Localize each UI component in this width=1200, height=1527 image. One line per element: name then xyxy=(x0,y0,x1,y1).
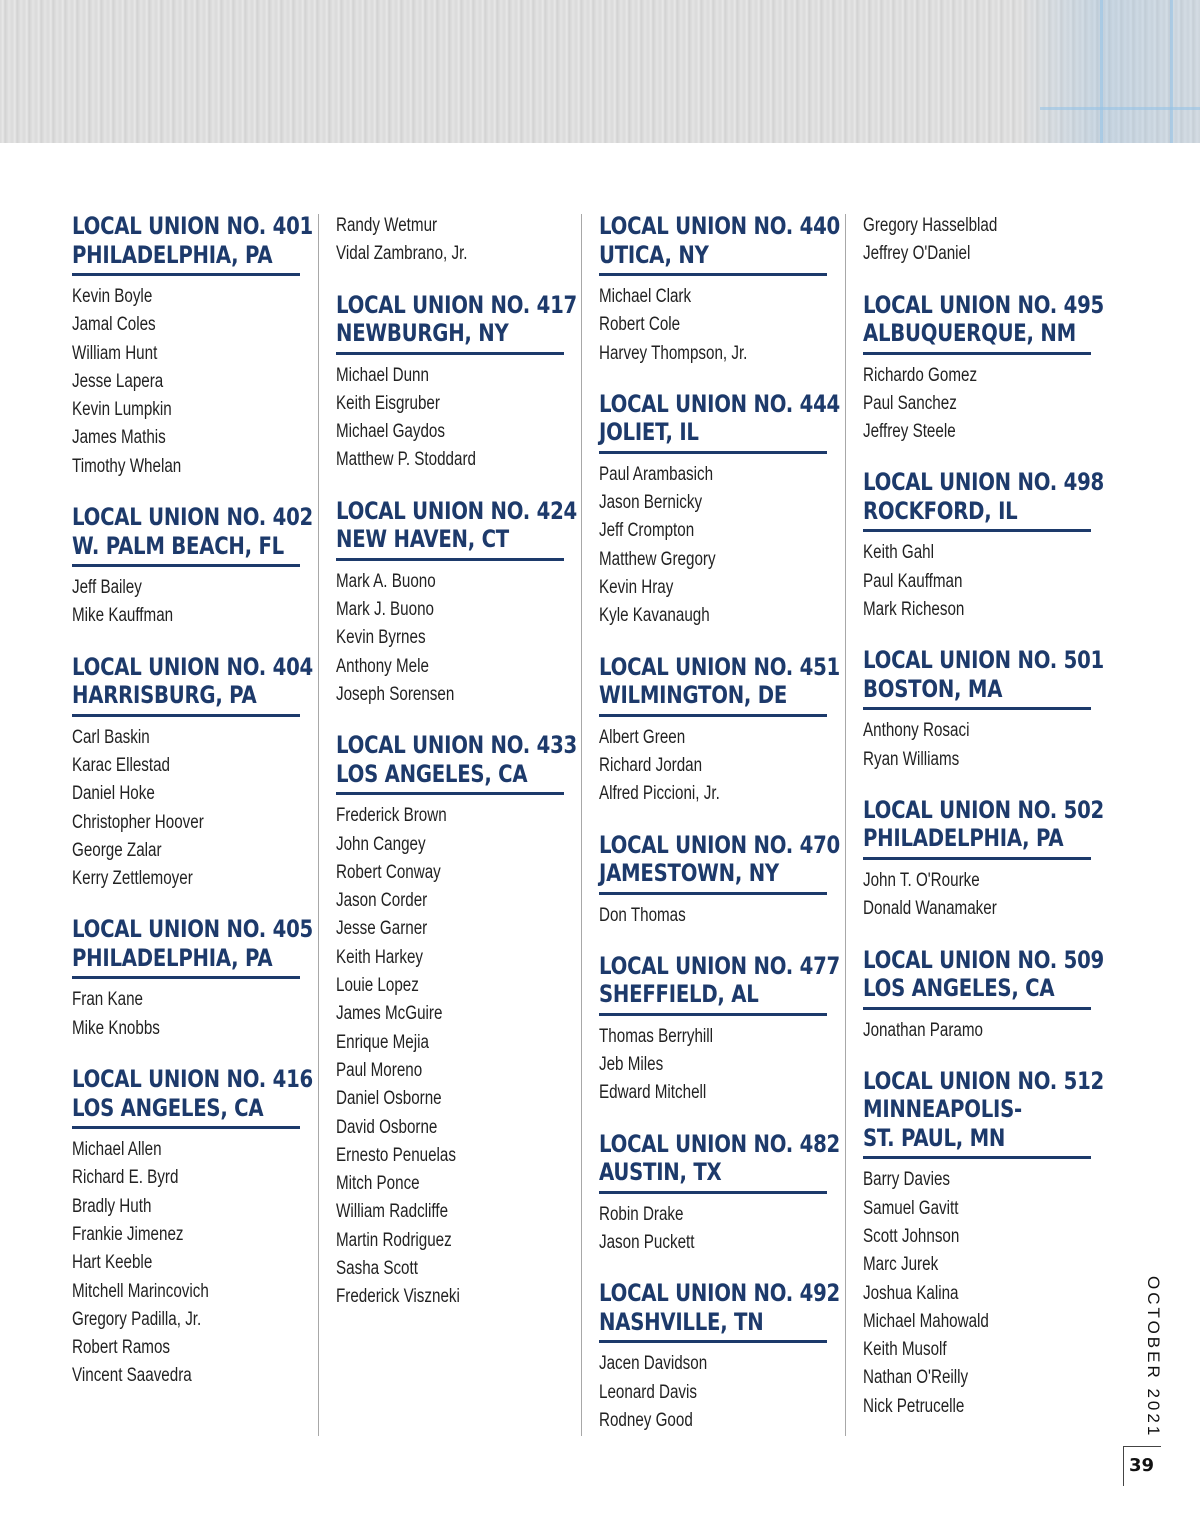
member-name: Joshua Kalina xyxy=(863,1282,959,1304)
member-list xyxy=(599,1023,827,1108)
column-3 xyxy=(599,212,840,1457)
member-name: Vidal Zambrano, Jr. xyxy=(336,243,468,265)
member-name: William Hunt xyxy=(72,342,158,364)
heading-rule xyxy=(863,1007,1091,1010)
member-name: Gregory Padilla, Jr. xyxy=(72,1308,202,1330)
member-name: Nathan O'Reilly xyxy=(863,1367,969,1389)
member-list xyxy=(599,1350,827,1435)
section-heading: LOS ANGELES, CA xyxy=(336,759,528,788)
member-name: Martin Rodriguez xyxy=(336,1229,452,1251)
local-union-section xyxy=(599,212,840,368)
heading-rule xyxy=(72,976,300,979)
member-name: Anthony Rosaci xyxy=(863,720,970,742)
section-heading: LOCAL UNION NO. 416 xyxy=(72,1065,313,1094)
local-union-section xyxy=(863,468,1104,624)
member-name: John T. O'Rourke xyxy=(863,869,980,891)
local-union-section xyxy=(599,1279,840,1435)
member-name: Jesse Lapera xyxy=(72,370,164,392)
section-heading: SHEFFIELD, AL xyxy=(599,980,759,1009)
section-heading: LOCAL UNION NO. 404 xyxy=(72,652,313,681)
local-union-section xyxy=(72,652,313,894)
section-heading: LOCAL UNION NO. 417 xyxy=(336,290,577,319)
page-number-rule xyxy=(1123,1446,1124,1486)
column-1 xyxy=(72,212,313,1413)
member-name: Enrique Mejia xyxy=(336,1031,429,1053)
member-name: John Cangey xyxy=(336,833,426,855)
section-heading: LOCAL UNION NO. 495 xyxy=(863,290,1104,319)
member-name: Richard E. Byrd xyxy=(72,1167,179,1189)
local-union-section xyxy=(72,212,313,481)
member-name: Anthony Mele xyxy=(336,655,429,677)
member-name: Harvey Thompson, Jr. xyxy=(599,342,748,364)
member-name: Paul Sanchez xyxy=(863,392,957,414)
member-name: Keith Harkey xyxy=(336,946,424,968)
local-union-section xyxy=(599,951,840,1108)
member-list xyxy=(599,902,827,930)
banner-glare xyxy=(1100,0,1103,143)
member-name: Rodney Good xyxy=(599,1409,693,1431)
member-name: Fran Kane xyxy=(72,989,143,1011)
heading-rule xyxy=(863,1156,1091,1159)
local-union-section xyxy=(72,915,313,1043)
local-union-section xyxy=(599,389,840,631)
member-name: David Osborne xyxy=(336,1116,438,1138)
member-name: Mike Knobbs xyxy=(72,1017,160,1039)
member-list xyxy=(72,283,300,481)
member-name: Robert Ramos xyxy=(72,1337,170,1359)
member-name: Gregory Hasselblad xyxy=(863,215,998,236)
member-name: Michael Mahowald xyxy=(863,1310,989,1332)
member-name: Kevin Hray xyxy=(599,577,674,599)
member-name: Hart Keeble xyxy=(72,1252,153,1274)
member-name: George Zalar xyxy=(72,839,162,861)
member-name: Ryan Williams xyxy=(863,748,960,770)
member-name: Mark A. Buono xyxy=(336,570,436,592)
member-name: Jason Corder xyxy=(336,890,428,912)
member-name: Carl Baskin xyxy=(72,726,150,748)
member-list xyxy=(72,574,300,631)
heading-rule xyxy=(599,1340,827,1343)
member-list xyxy=(863,362,1091,447)
member-list xyxy=(863,539,1091,624)
local-union-section xyxy=(863,945,1104,1045)
member-list xyxy=(599,461,827,631)
section-heading: LOCAL UNION NO. 477 xyxy=(599,951,840,980)
section-heading: WILMINGTON, DE xyxy=(599,681,788,710)
section-heading: LOCAL UNION NO. 509 xyxy=(863,945,1104,974)
heading-rule xyxy=(599,451,827,454)
member-list xyxy=(863,717,1091,774)
local-union-section xyxy=(599,652,840,809)
member-name: Matthew P. Stoddard xyxy=(336,449,476,471)
member-list xyxy=(599,724,827,809)
heading-rule xyxy=(599,714,827,717)
member-list xyxy=(863,867,1091,924)
column-2 xyxy=(336,212,577,1334)
local-union-section xyxy=(863,646,1104,774)
local-union-section xyxy=(863,1066,1104,1421)
member-name: Jamal Coles xyxy=(72,314,156,336)
member-name: Keith Gahl xyxy=(863,542,934,564)
member-name: Mitchell Marincovich xyxy=(72,1280,209,1302)
heading-rule xyxy=(72,564,300,567)
member-name: Samuel Gavitt xyxy=(863,1197,959,1219)
member-name: Don Thomas xyxy=(599,904,686,926)
member-name: Jesse Garner xyxy=(336,918,428,940)
member-name: Sasha Scott xyxy=(336,1258,418,1280)
local-union-section xyxy=(336,290,577,475)
member-name: William Radcliffe xyxy=(336,1201,449,1223)
member-name: Mike Kauffman xyxy=(72,605,174,627)
member-name: Donald Wanamaker xyxy=(863,898,997,920)
section-heading: LOCAL UNION NO. 405 xyxy=(72,915,313,944)
continued-member-list xyxy=(863,212,1091,269)
member-name: Jeff Bailey xyxy=(72,577,142,599)
heading-rule xyxy=(72,1126,300,1129)
section-heading: MINNEAPOLIS- xyxy=(863,1095,1022,1124)
member-name: Matthew Gregory xyxy=(599,548,716,570)
member-name: Kerry Zettlemoyer xyxy=(72,868,193,890)
member-name: Jason Puckett xyxy=(599,1232,695,1254)
member-name: Jeffrey Steele xyxy=(863,421,956,443)
page-number-rule xyxy=(1123,1446,1161,1447)
member-name: Scott Johnson xyxy=(863,1225,960,1247)
heading-rule xyxy=(336,352,564,355)
member-name: Frankie Jimenez xyxy=(72,1223,184,1245)
local-union-section xyxy=(72,503,313,631)
member-name: Mitch Ponce xyxy=(336,1173,420,1195)
column-divider xyxy=(581,214,582,1436)
page-number: 39 xyxy=(1129,1455,1155,1476)
section-heading: ROCKFORD, IL xyxy=(863,496,1018,525)
member-name: Paul Moreno xyxy=(336,1059,423,1081)
member-name: Thomas Berryhill xyxy=(599,1025,714,1047)
section-heading: LOCAL UNION NO. 424 xyxy=(336,496,577,525)
member-name: Robin Drake xyxy=(599,1203,684,1225)
member-name: Bradly Huth xyxy=(72,1195,152,1217)
member-name: Jeb Miles xyxy=(599,1054,664,1076)
heading-rule xyxy=(72,273,300,276)
heading-rule xyxy=(72,714,300,717)
member-name: Karac Ellestad xyxy=(72,754,171,776)
section-heading: LOS ANGELES, CA xyxy=(72,1093,264,1122)
member-list xyxy=(336,362,564,475)
heading-rule xyxy=(599,1191,827,1194)
section-heading: LOS ANGELES, CA xyxy=(863,974,1055,1003)
member-name: Daniel Hoke xyxy=(72,783,155,805)
section-heading: LOCAL UNION NO. 501 xyxy=(863,646,1104,675)
section-heading: LOCAL UNION NO. 502 xyxy=(863,795,1104,824)
member-name: Leonard Davis xyxy=(599,1381,698,1403)
member-name: Keith Musolf xyxy=(863,1339,947,1361)
member-list xyxy=(599,1201,827,1258)
member-name: Paul Arambasich xyxy=(599,463,714,485)
member-name: Michael Gaydos xyxy=(336,421,445,443)
member-name: Jeff Crompton xyxy=(599,520,695,542)
section-heading: ST. PAUL, MN xyxy=(863,1123,1006,1152)
section-heading: LOCAL UNION NO. 444 xyxy=(599,389,840,418)
member-name: Richardo Gomez xyxy=(863,364,978,386)
member-list xyxy=(863,1166,1091,1421)
section-heading: NEW HAVEN, CT xyxy=(336,525,509,554)
local-union-section xyxy=(599,1129,840,1258)
member-name: Daniel Osborne xyxy=(336,1088,442,1110)
section-heading: HARRISBURG, PA xyxy=(72,681,257,710)
section-heading: LOCAL UNION NO. 492 xyxy=(599,1279,840,1308)
section-heading: W. PALM BEACH, FL xyxy=(72,531,284,560)
section-heading: LOCAL UNION NO. 482 xyxy=(599,1129,840,1158)
section-heading: LOCAL UNION NO. 470 xyxy=(599,830,840,859)
member-name: Nick Petrucelle xyxy=(863,1395,965,1417)
member-name: Robert Cole xyxy=(599,314,681,336)
member-name: Michael Dunn xyxy=(336,364,429,386)
member-name: Jason Bernicky xyxy=(599,492,703,514)
local-union-section xyxy=(336,496,577,709)
member-name: Michael Clark xyxy=(599,286,692,307)
section-heading: PHILADELPHIA, PA xyxy=(863,824,1064,853)
heading-rule xyxy=(599,1013,827,1016)
heading-rule xyxy=(336,558,564,561)
member-name: Jonathan Paramo xyxy=(863,1019,983,1041)
section-heading: LOCAL UNION NO. 498 xyxy=(863,468,1104,497)
member-name: Randy Wetmur xyxy=(336,215,438,236)
section-heading: LOCAL UNION NO. 512 xyxy=(863,1066,1104,1095)
section-heading: BOSTON, MA xyxy=(863,674,1003,703)
member-name: Barry Davies xyxy=(863,1169,950,1191)
section-heading: PHILADELPHIA, PA xyxy=(72,240,273,269)
member-name: James McGuire xyxy=(336,1003,443,1025)
member-name: Christopher Hoover xyxy=(72,811,204,833)
member-name: Kevin Lumpkin xyxy=(72,399,172,421)
continued-member-list xyxy=(336,212,564,269)
section-heading: JAMESTOWN, NY xyxy=(599,859,779,888)
member-name: Keith Eisgruber xyxy=(336,392,440,414)
member-name: Vincent Saavedra xyxy=(72,1365,192,1387)
section-heading: LOCAL UNION NO. 402 xyxy=(72,503,313,532)
member-name: Richard Jordan xyxy=(599,754,703,776)
local-union-section xyxy=(863,290,1104,447)
heading-rule xyxy=(336,792,564,795)
issue-date: OCTOBER 2021 xyxy=(1144,1276,1163,1439)
column-4 xyxy=(863,212,1104,1443)
member-list xyxy=(599,283,827,368)
member-name: Jacen Davidson xyxy=(599,1353,708,1375)
banner-glare xyxy=(1170,0,1173,143)
member-list xyxy=(336,568,564,709)
member-list xyxy=(72,724,300,894)
member-name: Robert Conway xyxy=(336,861,441,883)
column-divider xyxy=(845,214,846,1436)
member-name: Kevin Boyle xyxy=(72,286,153,307)
member-name: Joseph Sorensen xyxy=(336,683,455,705)
member-name: Louie Lopez xyxy=(336,975,419,997)
heading-rule xyxy=(863,857,1091,860)
member-list xyxy=(336,802,564,1311)
section-heading: LOCAL UNION NO. 451 xyxy=(599,652,840,681)
member-name: Edward Mitchell xyxy=(599,1082,707,1104)
member-name: Michael Allen xyxy=(72,1139,162,1161)
member-name: Albert Green xyxy=(599,726,686,748)
section-heading: LOCAL UNION NO. 433 xyxy=(336,731,577,760)
member-list xyxy=(863,1017,1091,1045)
section-heading: UTICA, NY xyxy=(599,240,709,269)
member-name: Alfred Piccioni, Jr. xyxy=(599,783,720,805)
heading-rule xyxy=(599,273,827,276)
local-union-section xyxy=(336,731,577,1311)
member-name: Frederick Viszneki xyxy=(336,1286,460,1308)
heading-rule xyxy=(599,892,827,895)
member-name: Ernesto Penuelas xyxy=(336,1144,456,1166)
member-name: James Mathis xyxy=(72,427,166,449)
column-divider xyxy=(318,214,319,1436)
section-heading: LOCAL UNION NO. 440 xyxy=(599,212,840,240)
member-name: Paul Kauffman xyxy=(863,570,963,592)
member-name: Kyle Kavanaugh xyxy=(599,605,710,627)
member-name: Timothy Whelan xyxy=(72,455,182,477)
section-heading: NASHVILLE, TN xyxy=(599,1307,764,1336)
local-union-section xyxy=(599,830,840,930)
heading-rule xyxy=(863,352,1091,355)
local-union-section xyxy=(863,795,1104,924)
member-name: Frederick Brown xyxy=(336,805,447,827)
section-heading: AUSTIN, TX xyxy=(599,1158,722,1187)
member-list xyxy=(72,986,300,1043)
banner-glare xyxy=(1040,107,1200,110)
heading-rule xyxy=(863,529,1091,532)
section-heading: ALBUQUERQUE, NM xyxy=(863,319,1076,348)
section-heading: LOCAL UNION NO. 401 xyxy=(72,212,313,240)
heading-rule xyxy=(863,707,1091,710)
member-name: Jeffrey O'Daniel xyxy=(863,243,971,265)
member-name: Kevin Byrnes xyxy=(336,627,426,649)
section-heading: PHILADELPHIA, PA xyxy=(72,943,273,972)
header-banner xyxy=(0,0,1200,143)
member-name: Marc Jurek xyxy=(863,1254,939,1276)
member-name: Mark Richeson xyxy=(863,599,965,621)
section-heading: JOLIET, IL xyxy=(599,418,699,447)
member-list xyxy=(72,1136,300,1391)
section-heading: NEWBURGH, NY xyxy=(336,319,509,348)
local-union-section xyxy=(72,1065,313,1391)
member-name: Mark J. Buono xyxy=(336,599,434,621)
